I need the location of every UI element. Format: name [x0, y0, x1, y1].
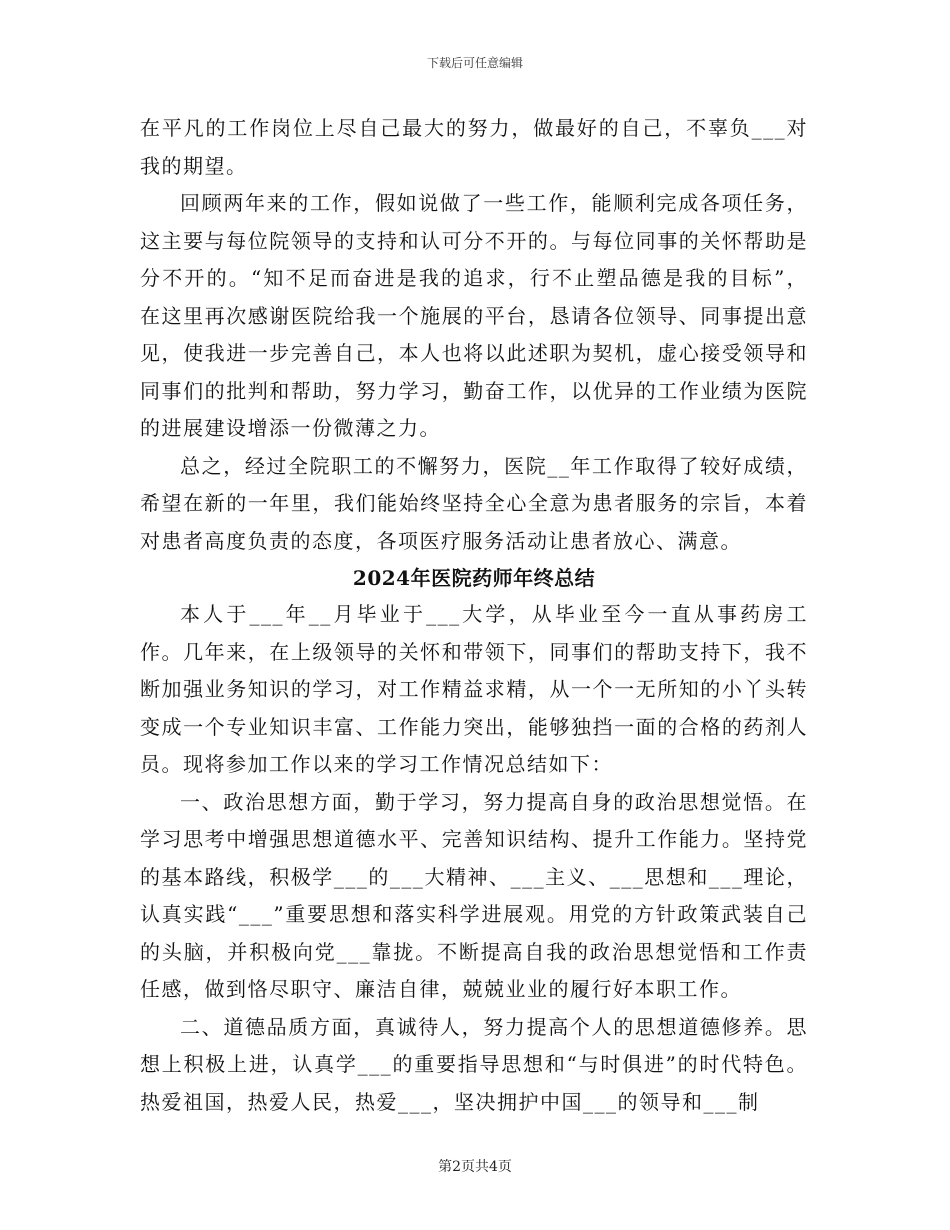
- paragraph: 二、道德品质方面，真诚待人，努力提高个人的思想道德修养。思想上积极上进，认真学___的重要指导思想和“与时俱进”的时代特色。热爱祖国，热爱人民，热爱___，坚决拥护中国___的领导和___制: [140, 1014, 808, 1114]
- section-title: 2024年医院药师年终总结: [352, 566, 596, 590]
- paragraph: 一、政治思想方面，勤于学习，努力提高自身的政治思想觉悟。在学习思考中增强思想道德水平、完善知识结构、提升工作能力。坚持党的基本路线，积极学___的___大精神、___主义、___思想和___理论，认真实践“___”重要思想和落实科学进展观。用党的方针政策武装自己的头脑，并积极向党___靠拢。不断提高自我的政治思想觉悟和工作责任感，做到恪尽职守、廉洁自律，兢兢业业的履行好本职工作。: [140, 789, 808, 1001]
- paragraph: 总之，经过全院职工的不懈努力，医院__年工作取得了较好成绩，希望在新的一年里，我们能始终坚持全心全意为患者服务的宗旨，本着对患者高度负责的态度，各项医疗服务活动让患者放心、满意。: [140, 453, 808, 553]
- paragraph: 在平凡的工作岗位上尽自己最大的努力，做最好的自己，不辜负___对我的期望。: [140, 116, 808, 178]
- page-header: 下载后可任意编辑: [426, 56, 523, 70]
- paragraph: 本人于___年__月毕业于___大学，从毕业至今一直从事药房工作。几年来，在上级领导的关怀和带领下，同事们的帮助支持下，我不断加强业务知识的学习，对工作精益求精，从一个一无所知的小丫头转变成一个专业知识丰富、工作能力突出，能够独挡一面的合格的药剂人员。现将参加工作以来的学习工作情况总结如下：: [140, 602, 808, 776]
- document-body: [140, 110, 808, 1121]
- page-footer: 第2页共4页: [438, 1159, 512, 1175]
- paragraph: 回顾两年来的工作，假如说做了一些工作，能顺利完成各项任务，这主要与每位院领导的支持和认可分不开的。与每位同事的关怀帮助是分不开的。“知不足而奋进是我的追求，行不止塑品德是我的目标”，在这里再次感谢医院给我一个施展的平台，恳请各位领导、同事提出意见，使我进一步完善自己，本人也将以此述职为契机，虚心接受领导和同事们的批判和帮助，努力学习，勤奋工作，以优异的工作业绩为医院的进展建设增添一份微薄之力。: [140, 191, 808, 440]
